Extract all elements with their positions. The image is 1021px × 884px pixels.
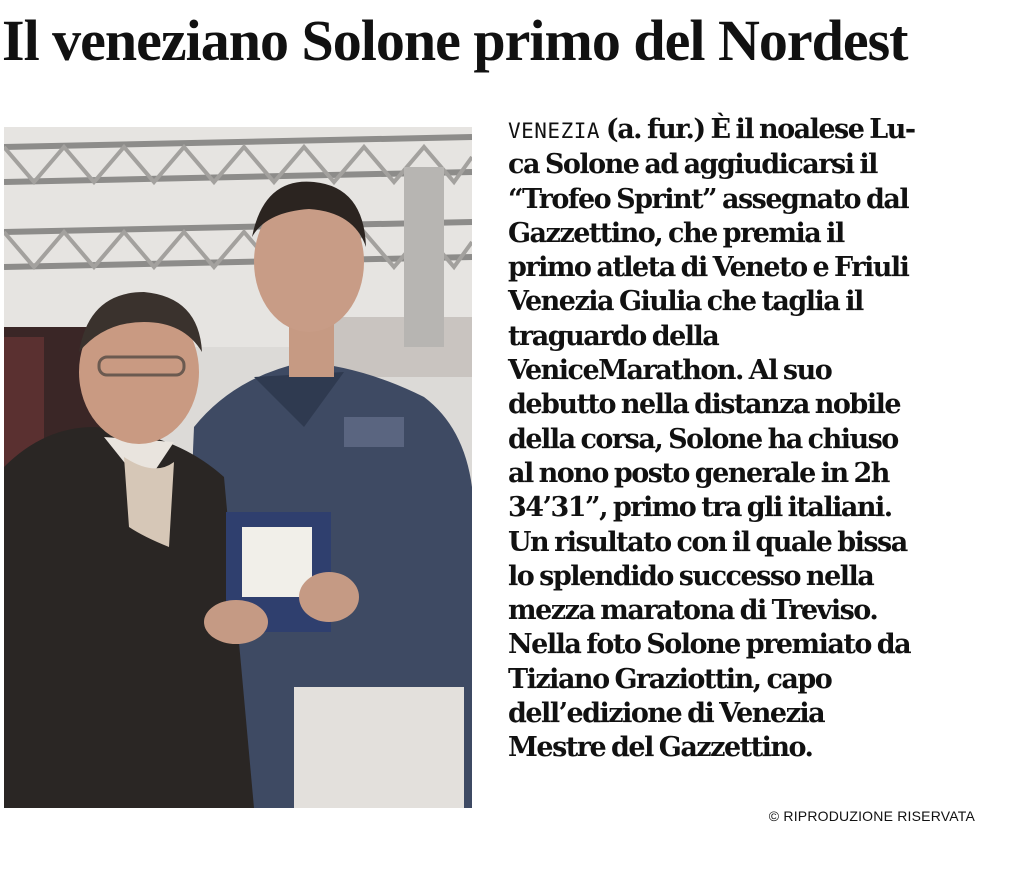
- headline: Il veneziano Solone primo del Nordest: [2, 8, 908, 73]
- article-line: traguardo della: [508, 320, 719, 352]
- article-line: della corsa, Solone ha chiuso: [508, 423, 898, 455]
- article-line: Tiziano Graziottin, capo: [508, 663, 832, 695]
- article-line: debutto nella distanza nobile: [508, 389, 901, 421]
- article-line: [508, 113, 1008, 148]
- article-line: Mestre del Gazzettino.: [508, 732, 813, 764]
- article-line: “Trofeo Sprint” assegnato dal: [508, 183, 909, 215]
- article-line: Nella foto Solone premiato da: [508, 629, 911, 661]
- article-line: Venezia Giulia che taglia il: [508, 286, 863, 318]
- article-line: primo atleta di Veneto e Friuli: [508, 252, 909, 284]
- article-line: VeniceMarathon. Al suo: [508, 355, 832, 387]
- award-photo: [4, 127, 472, 808]
- article-line: dell’edizione di Venezia: [508, 698, 825, 730]
- article-line: Un risultato con il quale bissa: [508, 526, 907, 558]
- article-line: al nono posto generale in 2h: [508, 457, 889, 489]
- article-body: [508, 113, 1008, 766]
- copyright-notice: © RIPRODUZIONE RISERVATA: [768, 808, 975, 824]
- article-line: mezza maratona di Treviso.: [508, 595, 878, 627]
- article-line: Gazzettino, che premia il: [508, 217, 844, 249]
- article-line-text: (a. fur.) È il noalese Lu-: [600, 114, 915, 145]
- article-line: lo splendido successo nella: [508, 560, 874, 592]
- article-line: ca Solone ad aggiudicarsi il: [508, 149, 877, 181]
- dateline: VENEZIA: [508, 119, 601, 143]
- article-line: 34’31”, primo tra gli italiani.: [508, 492, 892, 524]
